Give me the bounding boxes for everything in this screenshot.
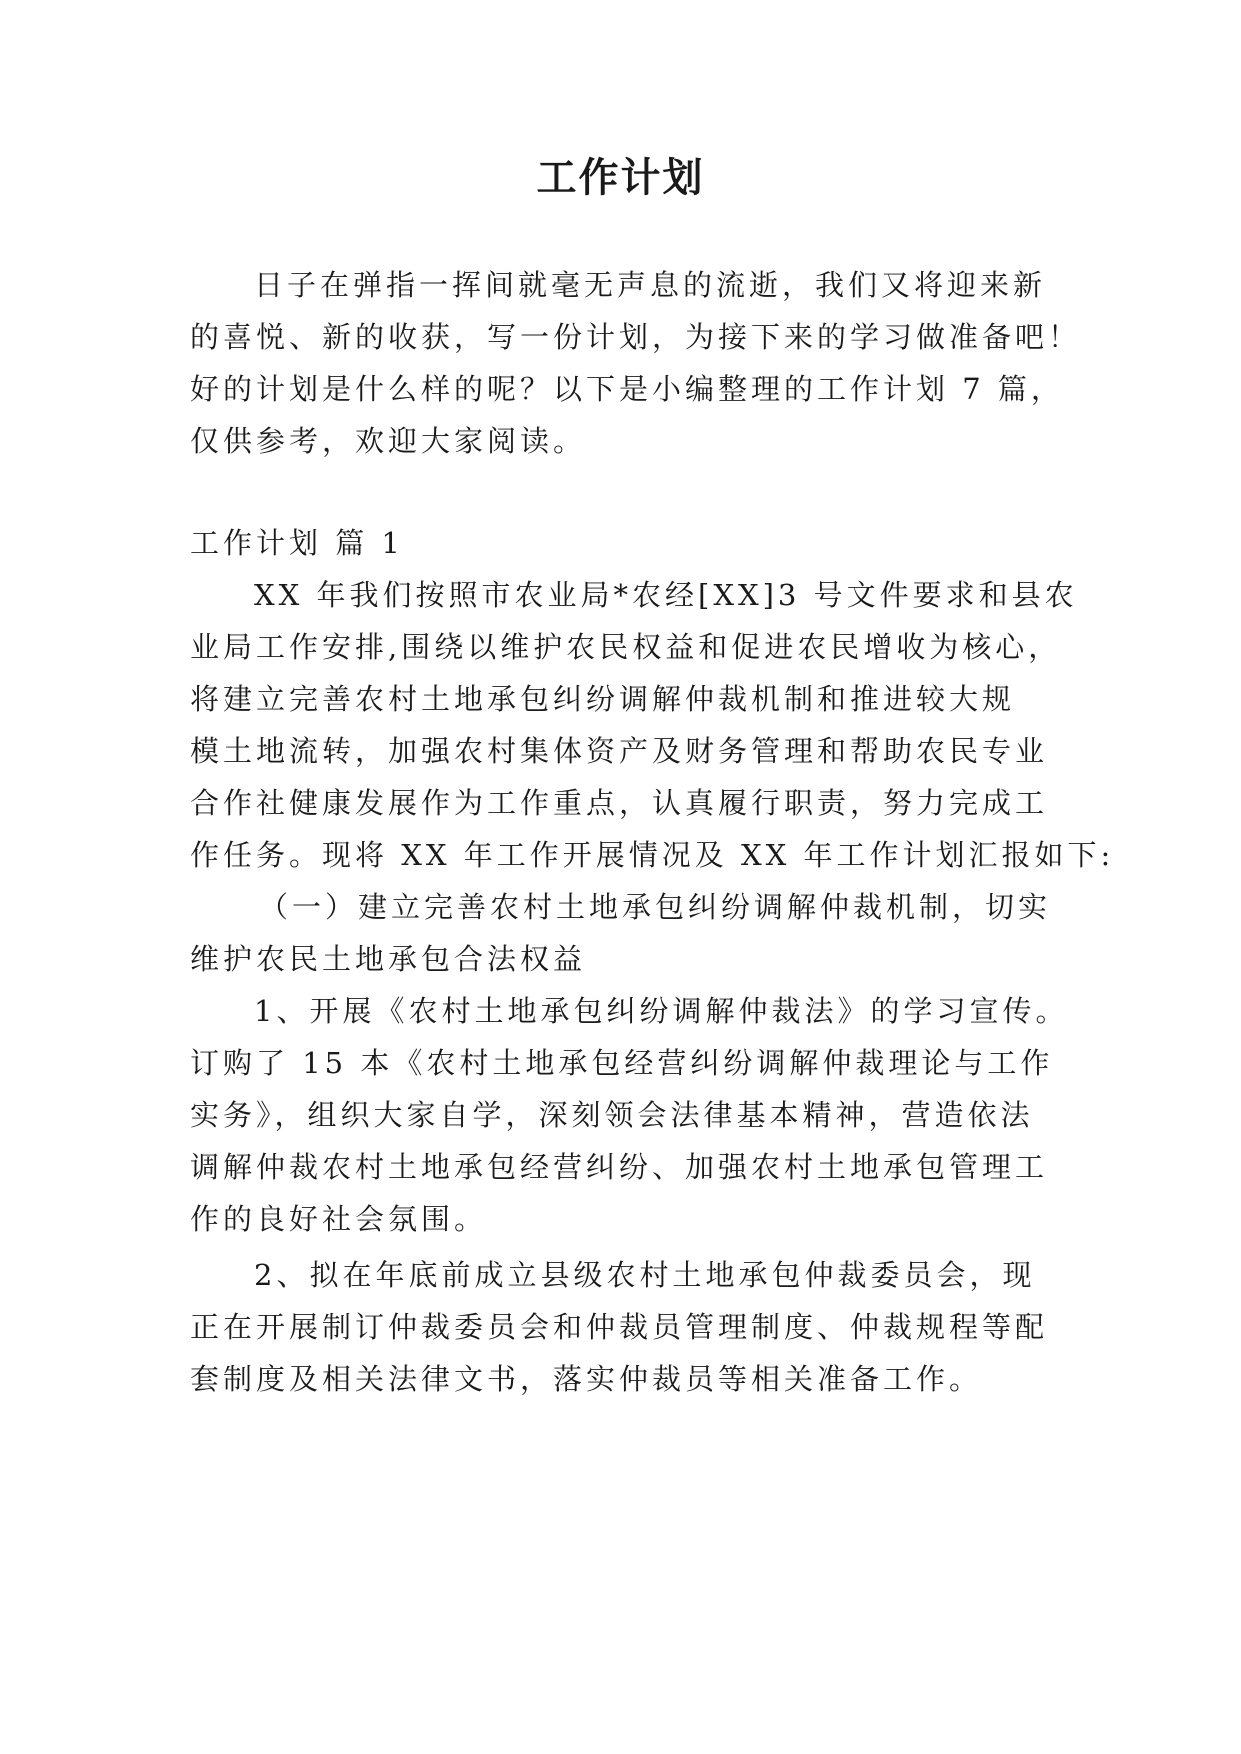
intro-line: 仅供参考，欢迎大家阅读。 [190, 424, 587, 458]
item-line: 套制度及相关法律文书，落实仲裁员等相关准备工作。 [190, 1362, 983, 1396]
paragraph-line: 业局工作安排,围绕以维护农民权益和促进农民增收为核心， [190, 630, 1062, 664]
section-heading: 工作计划 篇 1 [190, 526, 404, 560]
intro-line: 日子在弹指一挥间就毫无声息的流逝，我们又将迎来新 [254, 268, 1047, 302]
paragraph-line: 模土地流转，加强农村集体资产及财务管理和帮助农民专业 [190, 734, 1049, 768]
page-title: 工作计划 [536, 155, 705, 201]
item-line: 2、拟在年底前成立县级农村土地承包仲裁委员会，现 [254, 1258, 1036, 1292]
item-line: 订购了 15 本《农村土地承包经营纠纷调解仲裁理论与工作 [190, 1046, 1054, 1080]
item-line: 实务》，组织大家自学，深刻领会法律基本精神，营造依法 [190, 1098, 1034, 1132]
paragraph-line: XX 年我们按照市农业局*农经[XX]3 号文件要求和县农 [254, 578, 1078, 612]
item-line: 正在开展制订仲裁委员会和仲裁员管理制度、仲裁规程等配 [190, 1310, 1049, 1344]
intro-line: 好的计划是什么样的呢？以下是小编整理的工作计划 7 篇， [190, 372, 1064, 406]
paragraph-line: 合作社健康发展作为工作重点，认真履行职责，努力完成工 [190, 786, 1049, 820]
intro-line: 的喜悦、新的收获，写一份计划，为接下来的学习做准备吧！ [190, 320, 1082, 354]
item-line: 调解仲裁农村土地承包经营纠纷、加强农村土地承包管理工 [190, 1150, 1049, 1184]
paragraph-line: 将建立完善农村土地承包纠纷调解仲裁机制和推进较大规 [190, 682, 1016, 716]
item-line: 1、开展《农村土地承包纠纷调解仲裁法》的学习宣传。 [254, 994, 1069, 1028]
item-line: 作的良好社会氛围。 [190, 1202, 488, 1236]
paragraph-line: 作任务。现将 XX 年工作开展情况及 XX 年工作计划汇报如下: [190, 838, 1115, 872]
subheading-line: 维护农民土地承包合法权益 [190, 942, 587, 976]
subheading-line: （一）建立完善农村土地承包纠纷调解仲裁机制，切实 [259, 890, 1052, 924]
